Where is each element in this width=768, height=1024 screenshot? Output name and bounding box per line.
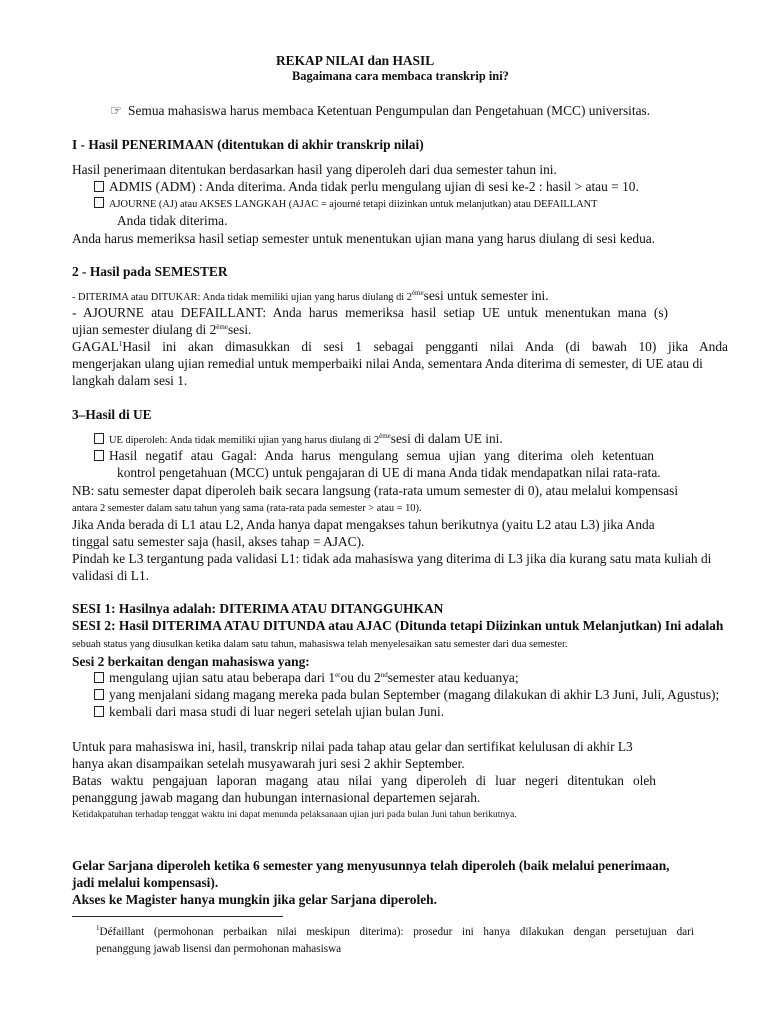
text: - DITERIMA atau DITUKAR: Anda tidak memiliki ujian yang harus diulang di 2 bbox=[72, 292, 412, 303]
session-2-subheading: Sesi 2 berkaitan dengan mahasiswa yang: bbox=[72, 654, 310, 669]
item-text: kembali dari masa studi di luar negeri setelah ujian bulan Juni. bbox=[109, 704, 445, 719]
text: semester atau keduanya; bbox=[387, 670, 519, 685]
final-statement-1: Gelar Sarjana diperoleh ketika 6 semester yang menyusunnya telah diperoleh (baik melalui penerimaan, bbox=[72, 858, 670, 873]
item-text: ADMIS (ADM) : Anda diterima. Anda tidak perlu mengulang ujian di sesi ke-2 : hasil > atau = 10. bbox=[109, 179, 639, 194]
results-para-2: hanya akan disampaikan setelah musyawarah juri sesi 2 akhir September. bbox=[72, 756, 465, 771]
session-2-item-1 bbox=[94, 669, 519, 686]
superscript: ème bbox=[411, 289, 424, 297]
item-text: Hasil negatif atau Gagal: Anda harus mengulang semua ujian yang diterima oleh ketentuan bbox=[109, 448, 654, 463]
pointing-hand-icon: ☞ bbox=[110, 104, 123, 119]
final-statement-3: Akses ke Magister hanya mungkin jika gelar Sarjana diperoleh. bbox=[72, 892, 437, 907]
footnote-line-1 bbox=[96, 925, 694, 940]
text: ujian semester diulang di 2 bbox=[72, 322, 217, 337]
superscript: nd bbox=[380, 671, 388, 679]
session-2-item-2 bbox=[94, 686, 719, 703]
superscript: ème bbox=[216, 323, 228, 331]
bullet-box-icon bbox=[94, 197, 104, 208]
text: Hasil ini akan dimasukkan di sesi 1 sebagai pengganti nilai Anda (di bawah 10) jika Anda bbox=[122, 339, 728, 354]
section-3-para-3: Pindah ke L3 tergantung pada validasi L1: tidak ada mahasiswa yang diterima di L3 jika dia kurang satu mata kuliah di bbox=[72, 551, 712, 566]
note-line bbox=[110, 102, 650, 120]
bullet-box-icon bbox=[94, 706, 104, 717]
section-1-item-admis bbox=[94, 178, 639, 195]
session-1-heading: SESI 1: Hasilnya adalah: DITERIMA ATAU DITANGGUHKAN bbox=[72, 601, 444, 616]
item-text: AJOURNE (AJ) atau AKSES LANGKAH (AJAC = ajourné tetapi diizinkan untuk melanjutkan) atau DEFAILLANT bbox=[109, 199, 598, 210]
results-para-1: Untuk para mahasiswa ini, hasil, transkrip nilai pada tahap atau gelar dan sertifikat kelulusan di akhir L3 bbox=[72, 739, 633, 754]
results-para-4: penanggung jawab magang dan hubungan internasional departemen sejarah. bbox=[72, 790, 481, 805]
session-2-note: sebuah status yang diusulkan ketika dalam satu tahun, mahasiswa telah menyelesaikan satu semester dari dua semester. bbox=[72, 639, 568, 650]
section-3-item-negative bbox=[94, 447, 654, 464]
text: sesi. bbox=[227, 322, 252, 337]
section-3-nb-line-2: antara 2 semester dalam satu tahun yang sama (rata-rata pada semester > atau = 10). bbox=[72, 503, 422, 514]
section-1-item-ajourne-cont: Anda tidak diterima. bbox=[117, 213, 228, 228]
final-statement-2: jadi melalui kompensasi). bbox=[72, 875, 219, 890]
section-3-heading: 3–Hasil di UE bbox=[72, 407, 152, 422]
text: mengulang ujian satu atau beberapa dari 1 bbox=[109, 670, 336, 685]
section-3-nb-line-1: NB: satu semester dapat diperoleh baik secara langsung (rata-rata umum semester di 0), atau melalui kompensasi bbox=[72, 483, 679, 498]
section-2-line-5: mengerjakan ulang ujian remedial untuk memperbaiki nilai Anda, sementara Anda diterima di semester, di UE atau di bbox=[72, 356, 703, 371]
session-2-heading: SESI 2: Hasil DITERIMA ATAU DITUNDA atau AJAC (Ditunda tetapi Diizinkan untuk Melanjutkan) Ini adalah bbox=[72, 618, 724, 633]
section-1-intro: Hasil penerimaan ditentukan berdasarkan hasil yang diperoleh dari dua semester tahun ini. bbox=[72, 162, 557, 177]
bullet-box-icon bbox=[94, 433, 104, 444]
page-subtitle: Bagaimana cara membaca transkrip ini? bbox=[292, 69, 509, 83]
superscript: er bbox=[335, 671, 341, 679]
section-2-heading: 2 - Hasil pada SEMESTER bbox=[72, 264, 228, 279]
text: UE diperoleh: Anda tidak memiliki ujian yang harus diulang di 2 bbox=[109, 435, 380, 446]
bullet-box-icon bbox=[94, 450, 104, 461]
page-title: REKAP NILAI dan HASIL bbox=[276, 53, 435, 68]
results-para-3: Batas waktu pengajuan laporan magang atau nilai yang diperoleh di luar negeri ditentukan oleh bbox=[72, 773, 656, 788]
section-1-outro: Anda harus memeriksa hasil setiap semester untuk menentukan ujian mana yang harus diulang di sesi kedua. bbox=[72, 231, 656, 246]
bullet-box-icon bbox=[94, 689, 104, 700]
text: sesi di dalam UE ini. bbox=[390, 431, 503, 446]
section-3-para-1: Jika Anda berada di L1 atau L2, Anda hanya dapat mengakses tahun berikutnya (yaitu L2 atau L3) jika Anda bbox=[72, 517, 655, 532]
results-para-5: Ketidakpatuhan terhadap tenggat waktu ini dapat menunda pelaksanaan ujian juri pada bulan Juni tahun berikutnya. bbox=[72, 809, 517, 820]
section-3-item-negative-cont: kontrol pengetahuan (MCC) untuk pengajaran di UE di mana Anda tidak mendapatkan nilai rata-rata. bbox=[117, 465, 661, 480]
note-text: Semua mahasiswa harus membaca Ketentuan Pengumpulan dan Pengetahuan (MCC) universitas. bbox=[128, 103, 651, 118]
text: GAGAL bbox=[72, 339, 119, 354]
bullet-box-icon bbox=[94, 672, 104, 683]
text: ou du 2 bbox=[340, 670, 381, 685]
footnote-line-2: penanggung jawab lisensi dan permohonan mahasiswa bbox=[96, 943, 342, 955]
section-2-line-2: - AJOURNE atau DEFAILLANT: Anda harus memeriksa hasil setiap UE untuk menentukan mana (s) bbox=[72, 305, 668, 320]
section-1-item-ajourne bbox=[94, 196, 597, 213]
text: sesi untuk semester ini. bbox=[423, 288, 549, 303]
footnote-divider bbox=[72, 916, 283, 917]
section-2-line-6: langkah dalam sesi 1. bbox=[72, 373, 188, 388]
footnote-marker: 1 bbox=[118, 340, 123, 348]
footnote-marker: 1 bbox=[96, 924, 100, 932]
section-3-para-4: validasi di L1. bbox=[72, 568, 149, 583]
session-2-item-3 bbox=[94, 703, 444, 720]
bullet-box-icon bbox=[94, 181, 104, 192]
text: Défaillant (permohonan perbaikan nilai meskipun diterima): prosedur ini hanya dilakukan dengan persetujuan dari bbox=[99, 926, 694, 938]
section-3-para-2: tinggal satu semester saja (hasil, akses tahap = AJAC). bbox=[72, 534, 365, 549]
superscript: ème bbox=[379, 432, 391, 440]
section-2-line-4 bbox=[72, 338, 728, 355]
section-1-heading: I - Hasil PENERIMAAN (ditentukan di akhir transkrip nilai) bbox=[72, 137, 424, 152]
section-2-line-3 bbox=[72, 321, 251, 338]
item-text: yang menjalani sidang magang mereka pada bulan September (magang dilakukan di akhir L3 Juni, Juli, Agustus); bbox=[109, 687, 720, 702]
